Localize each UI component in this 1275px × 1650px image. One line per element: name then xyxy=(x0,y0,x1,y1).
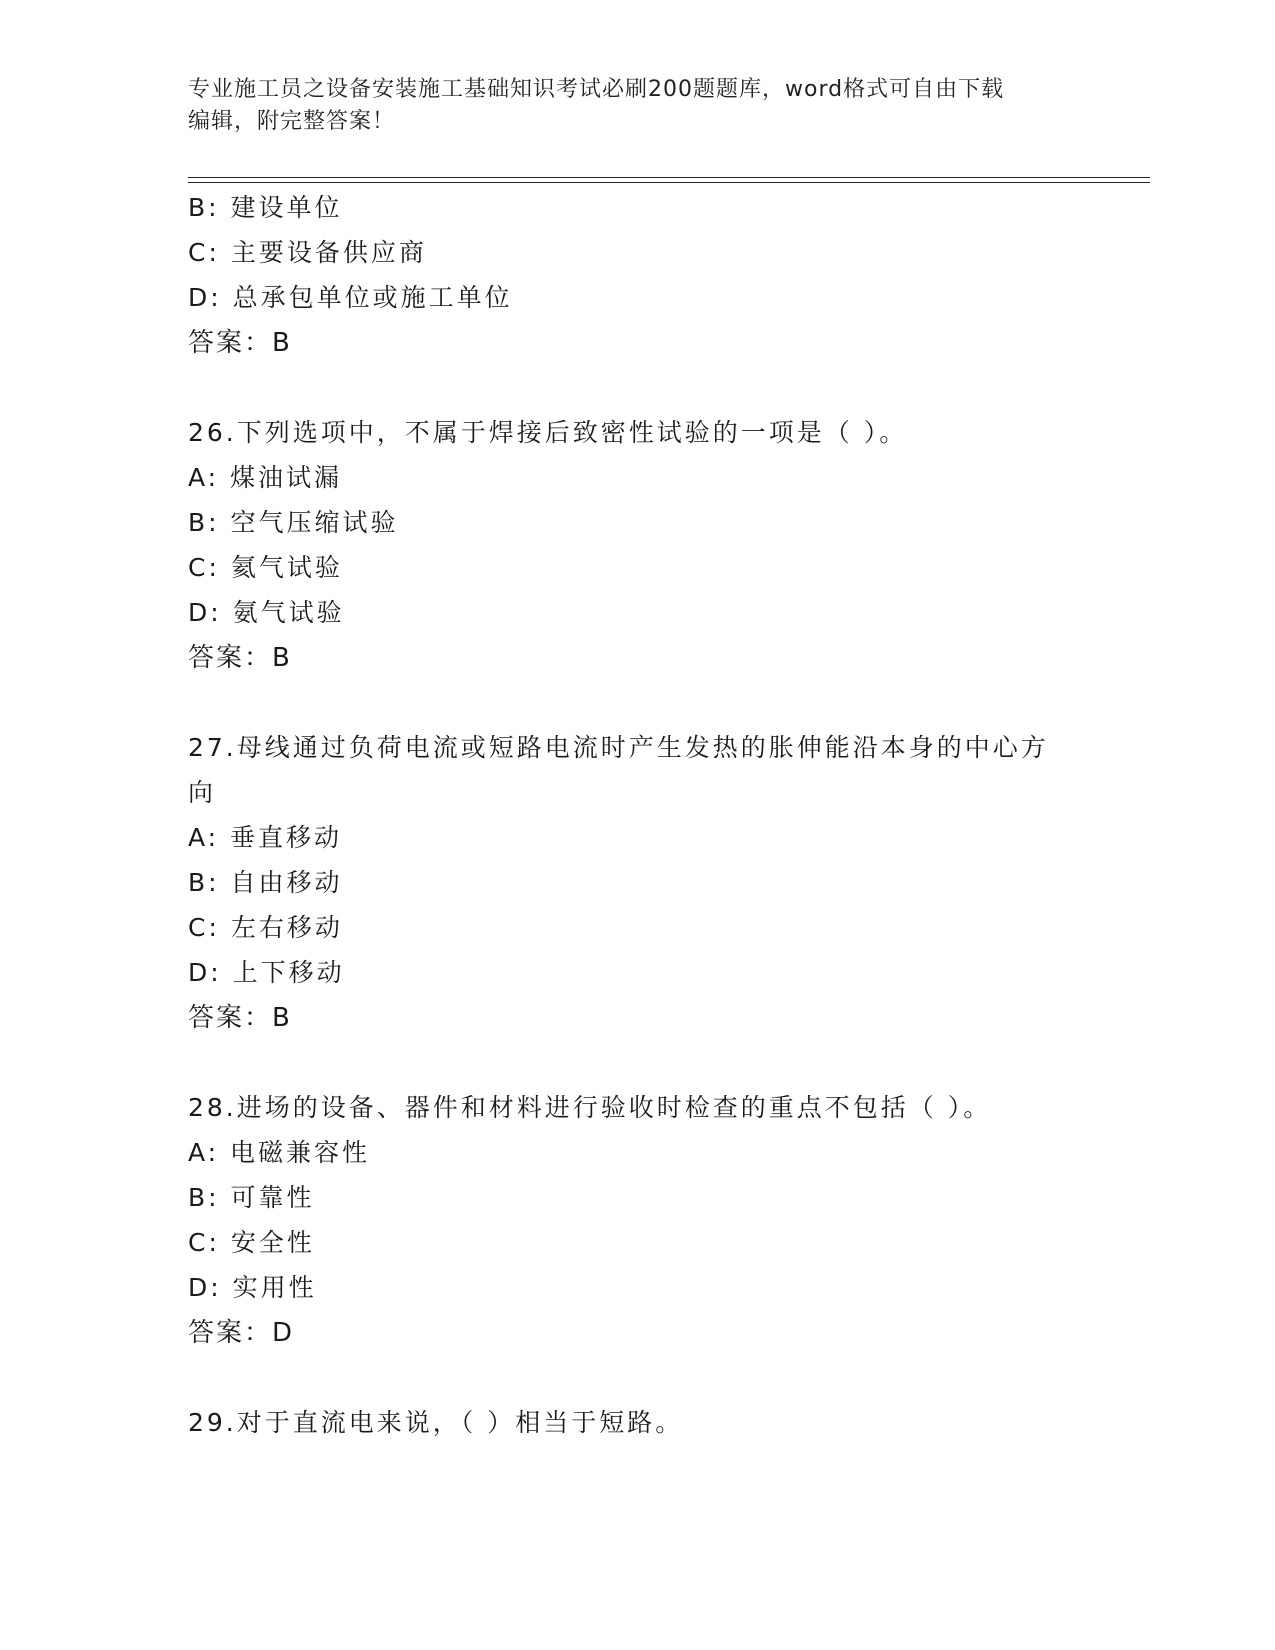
q28-option-c: C: 安全性 xyxy=(188,1228,315,1257)
q26-option-b: B: 空气压缩试验 xyxy=(188,508,399,537)
q25-option-b: B: 建设单位 xyxy=(188,193,343,222)
document-header xyxy=(188,74,1088,138)
header-divider-bottom xyxy=(188,182,1150,183)
q27-answer: 答案：B xyxy=(188,1003,292,1033)
q27-question-line-2: 向 xyxy=(188,778,217,807)
q28-option-d: D: 实用性 xyxy=(188,1273,317,1302)
q25-option-d: D: 总承包单位或施工单位 xyxy=(188,283,513,312)
q29-question: 29.对于直流电来说，（ ）相当于短路。 xyxy=(188,1408,684,1437)
q27-option-a: A: 垂直移动 xyxy=(188,823,343,852)
header-divider-top xyxy=(188,177,1150,178)
q28-option-a: A: 电磁兼容性 xyxy=(188,1138,371,1167)
header-title-line-2: 编辑，附完整答案！ xyxy=(188,109,396,134)
header-title-line-1: 专业施工员之设备安装施工基础知识考试必刷200题题库，word格式可自由下载 xyxy=(188,77,1005,102)
q25-option-c: C: 主要设备供应商 xyxy=(188,238,427,267)
q28-option-b: B: 可靠性 xyxy=(188,1183,315,1212)
q28-question: 28.进场的设备、器件和材料进行验收时检查的重点不包括（ ）。 xyxy=(188,1093,992,1122)
q28-answer: 答案：D xyxy=(188,1318,295,1348)
q26-option-a: A: 煤油试漏 xyxy=(188,463,343,492)
q25-answer: 答案：B xyxy=(188,328,292,358)
q26-option-d: D: 氨气试验 xyxy=(188,598,345,627)
q27-option-c: C: 左右移动 xyxy=(188,913,343,942)
q26-answer: 答案：B xyxy=(188,643,292,673)
q27-option-b: B: 自由移动 xyxy=(188,868,343,897)
q26-option-c: C: 氦气试验 xyxy=(188,553,343,582)
q26-question: 26.下列选项中，不属于焊接后致密性试验的一项是（ ）。 xyxy=(188,418,908,447)
q27-question-line-1: 27.母线通过负荷电流或短路电流时产生发热的胀伸能沿本身的中心方 xyxy=(188,733,1049,762)
q27-option-d: D: 上下移动 xyxy=(188,958,345,987)
